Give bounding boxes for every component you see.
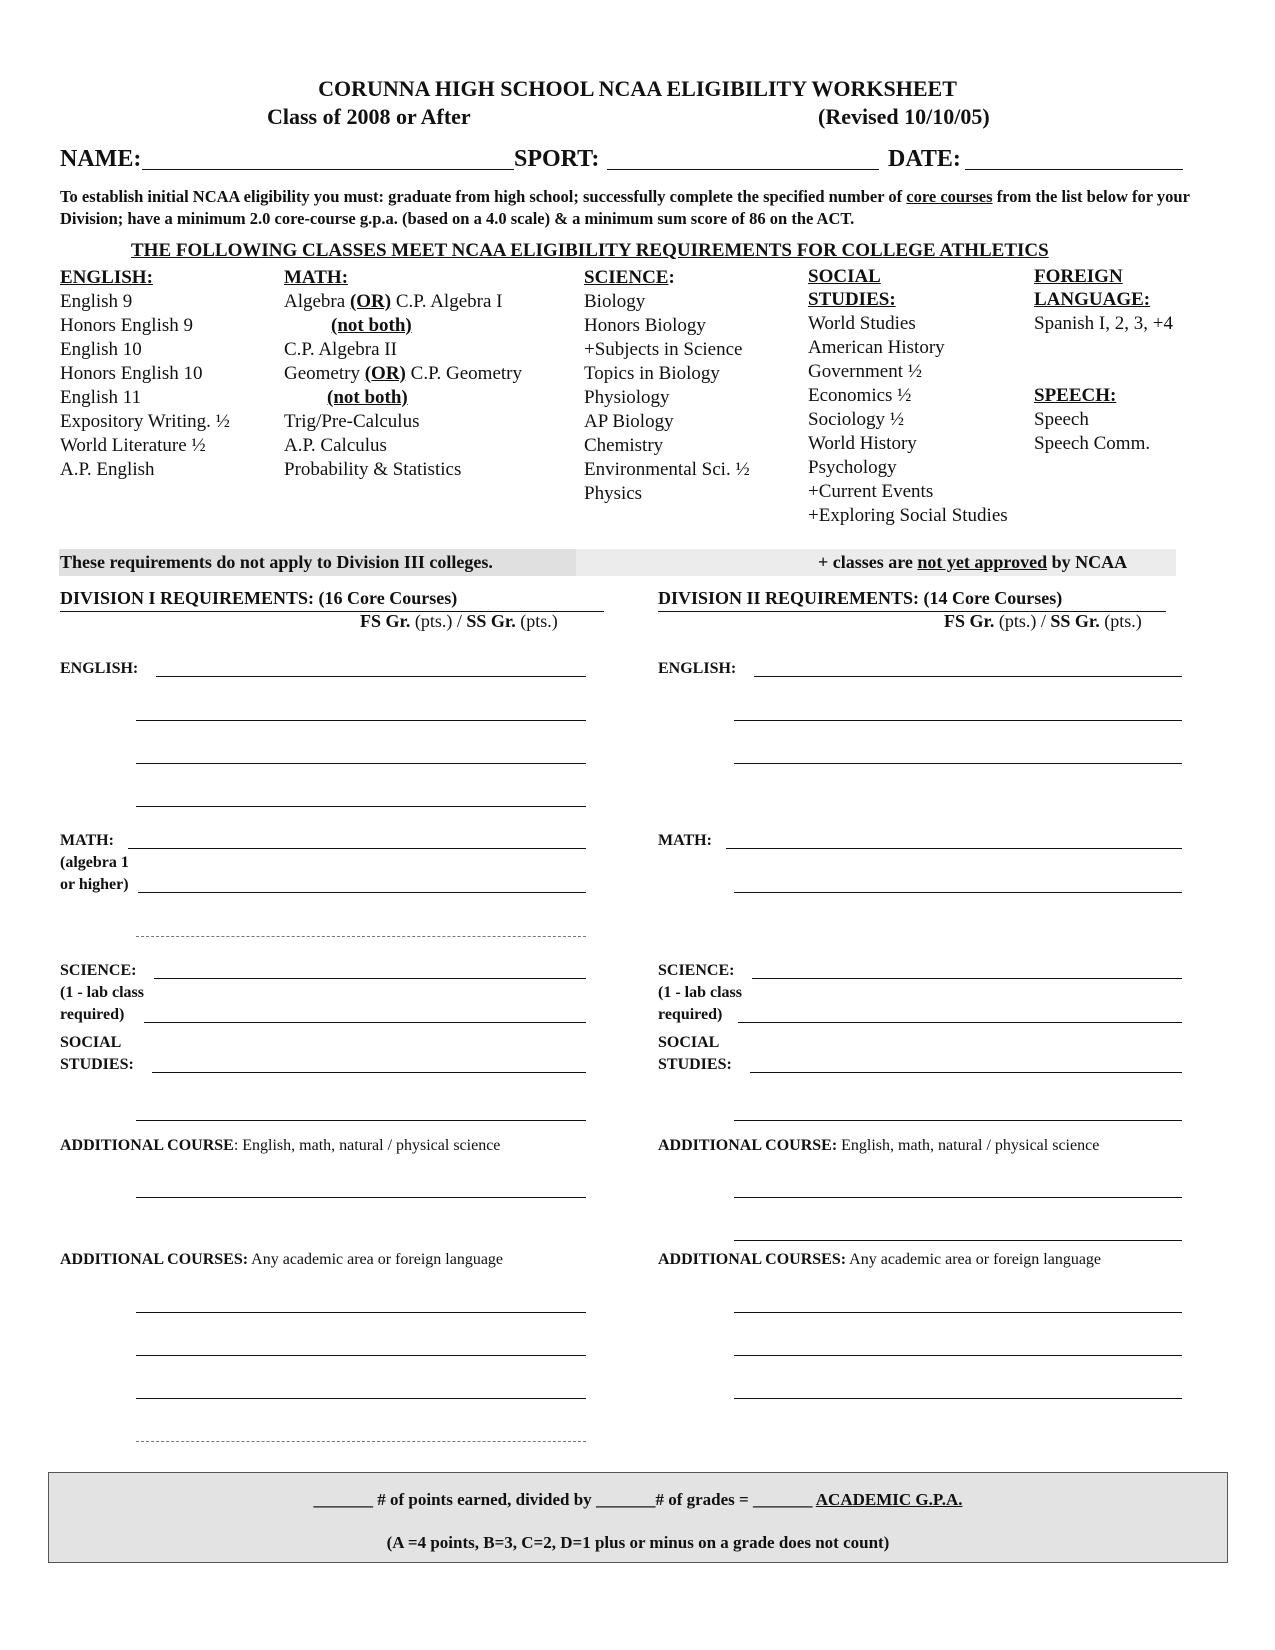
div2-math-line-1[interactable] [726,848,1182,849]
div1-social-label-2: STUDIES: [60,1056,134,1073]
list-item: Trig/Pre-Calculus [284,411,420,432]
list-item: Psychology [808,457,897,478]
sport-label: SPORT: [514,146,600,172]
div1-lab-note-1: (1 - lab class [60,984,144,1001]
div1-lab-note-2: required) [60,1006,125,1023]
list-item: Expository Writing. ½ [60,411,230,432]
div1-english-line-2[interactable] [136,720,586,721]
div2-english-label: ENGLISH: [658,660,737,677]
foreign-language-header: FOREIGN [1034,266,1123,287]
div2-science-line-1[interactable] [752,978,1182,979]
list-item: English 11 [60,387,142,408]
list-item: AP Biology [584,411,674,432]
list-item: World Studies [808,313,916,334]
division-1-grade-header: FS Gr. (pts.) / SS Gr. (pts.) [360,611,558,631]
div2-english-line-2[interactable] [734,720,1182,721]
list-item: Sociology ½ [808,409,905,430]
list-item: World Literature ½ [60,435,206,456]
list-item: A.P. English [60,459,155,480]
div1-social-line-1[interactable] [152,1072,586,1073]
div2-additional-courses-line-1[interactable] [734,1312,1182,1313]
div2-lab-note-2: required) [658,1006,723,1023]
classes-heading: THE FOLLOWING CLASSES MEET NCAA ELIGIBILITY REQUIREMENTS FOR COLLEGE ATHLETICS [131,240,1049,261]
list-item: Physics [584,483,643,504]
list-item: Honors Biology [584,315,706,336]
date-field[interactable] [965,169,1183,170]
div1-social-line-2[interactable] [136,1120,586,1121]
div1-english-label: ENGLISH: [60,660,139,677]
list-item: Honors English 10 [60,363,203,384]
eligibility-intro: To establish initial NCAA eligibility you must: graduate from high school; successfully complete the specified number of core courses from the list below for your Division; have a minimum 2.0 core-course g.p.a. (based on a 4.0 scale) & a minimum sum score of 86 on the ACT. [60,187,1190,228]
division-iii-notice: These requirements do not apply to Division III colleges. [60,552,493,572]
science-header: SCIENCE: [584,267,675,288]
list-item: Probability & Statistics [284,459,462,480]
div2-additional-courses-line-3[interactable] [734,1398,1182,1399]
list-item: Economics ½ [808,385,912,406]
div1-additional-course-line[interactable] [136,1197,586,1198]
list-item: Biology [584,291,646,312]
gpa-formula: _______ # of points earned, divided by _______# of grades = _______ ACADEMIC G.P.A. [313,1490,963,1509]
div1-math-label: MATH: [60,832,114,849]
div1-math-note-2: or higher) [60,876,129,893]
div1-math-line-1[interactable] [128,848,586,849]
math-column [284,266,522,482]
div2-social-line-2[interactable] [734,1120,1182,1121]
division-2-heading: DIVISION II REQUIREMENTS: (14 Core Courses) [658,588,1063,608]
list-item: Physiology [584,387,670,408]
div1-science-line-1[interactable] [154,978,586,979]
list-item: Chemistry [584,435,664,456]
name-field[interactable] [142,169,514,170]
div2-english-line-3[interactable] [734,763,1182,764]
div1-additional-courses-line-4[interactable] [136,1441,586,1442]
list-item: English 9 [60,291,133,312]
english-column [60,266,230,482]
div2-math-label: MATH: [658,832,712,849]
div2-social-line-1[interactable] [750,1072,1182,1073]
div1-social-label-1: SOCIAL [60,1034,122,1051]
foreign-language-column [1034,266,1173,456]
div1-english-line-1[interactable] [156,676,586,677]
gpa-calculation-box [48,1472,1228,1563]
english-header: ENGLISH: [60,267,153,288]
revision-date: (Revised 10/10/05) [818,104,990,129]
list-item: +Exploring Social Studies [808,505,1008,526]
science-column [584,266,750,506]
list-item: Spanish I, 2, 3, +4 [1034,313,1173,334]
list-item: A.P. Calculus [284,435,387,456]
list-item: English 10 [60,339,142,360]
social-studies-column [808,266,1008,528]
div1-additional-courses-line-3[interactable] [136,1398,586,1399]
division-1-heading: DIVISION I REQUIREMENTS: (16 Core Courses) [60,588,458,608]
list-item: C.P. Algebra II [284,339,397,360]
list-item: (not both) [331,315,412,336]
div1-additional-courses-line-1[interactable] [136,1312,586,1313]
div1-science-label: SCIENCE: [60,962,137,979]
speech-header: SPEECH: [1034,385,1117,406]
list-item: Honors English 9 [60,315,193,336]
math-header: MATH: [284,267,349,288]
list-item: Speech Comm. [1034,433,1151,454]
list-item: Environmental Sci. ½ [584,459,750,480]
division-2-grade-header: FS Gr. (pts.) / SS Gr. (pts.) [944,611,1142,631]
div2-science-label: SCIENCE: [658,962,735,979]
list-item: Algebra (OR) C.P. Algebra I [284,291,503,312]
worksheet-title: CORUNNA HIGH SCHOOL NCAA ELIGIBILITY WORKSHEET [318,76,957,101]
div1-math-line-2[interactable] [138,892,586,893]
div1-additional-courses-label: ADDITIONAL COURSES: Any academic area or foreign language [60,1251,504,1268]
div1-additional-courses-line-2[interactable] [136,1355,586,1356]
social-studies-header: SOCIAL [808,266,881,287]
div1-additional-course-label: ADDITIONAL COURSE: English, math, natural / physical science [60,1137,501,1154]
div2-math-line-2[interactable] [734,892,1182,893]
div2-science-line-2[interactable] [738,1022,1182,1023]
div1-science-line-2[interactable] [144,1022,586,1023]
div2-additional-courses-line-2[interactable] [734,1355,1182,1356]
div1-english-line-3[interactable] [136,763,586,764]
list-item: American History [808,337,945,358]
gpa-scale-note: (A =4 points, B=3, C=2, D=1 plus or minus on a grade does not count) [386,1533,890,1552]
div2-additional-course-line-1[interactable] [734,1197,1182,1198]
div2-english-line-1[interactable] [754,676,1182,677]
div2-social-label-2: STUDIES: [658,1056,732,1073]
list-item: Topics in Biology [584,363,720,384]
div1-math-line-3[interactable] [136,936,586,937]
list-item: World History [808,433,917,454]
list-item: Geometry (OR) C.P. Geometry [284,363,522,384]
date-label: DATE: [888,146,961,172]
sport-field[interactable] [607,169,879,170]
div2-additional-courses-label: ADDITIONAL COURSES: Any academic area or foreign language [658,1251,1102,1268]
not-approved-notice: + classes are not yet approved by NCAA [818,552,1128,572]
div1-english-line-4[interactable] [136,806,586,807]
list-item: (not both) [327,387,408,408]
div2-additional-course-line-2[interactable] [734,1240,1182,1241]
list-item: Government ½ [808,361,922,382]
div2-social-label-1: SOCIAL [658,1034,720,1051]
div2-additional-course-label: ADDITIONAL COURSE: English, math, natural / physical science [658,1137,1100,1154]
foreign-language-header-2: LANGUAGE: [1034,289,1151,310]
name-label: NAME: [60,146,142,172]
list-item: +Current Events [808,481,934,502]
list-item: +Subjects in Science [584,339,743,360]
list-item: Speech [1034,409,1089,430]
class-year: Class of 2008 or After [267,104,471,129]
social-studies-header-2: STUDIES: [808,289,896,310]
div1-math-note-1: (algebra 1 [60,854,129,871]
div2-lab-note-1: (1 - lab class [658,984,742,1001]
